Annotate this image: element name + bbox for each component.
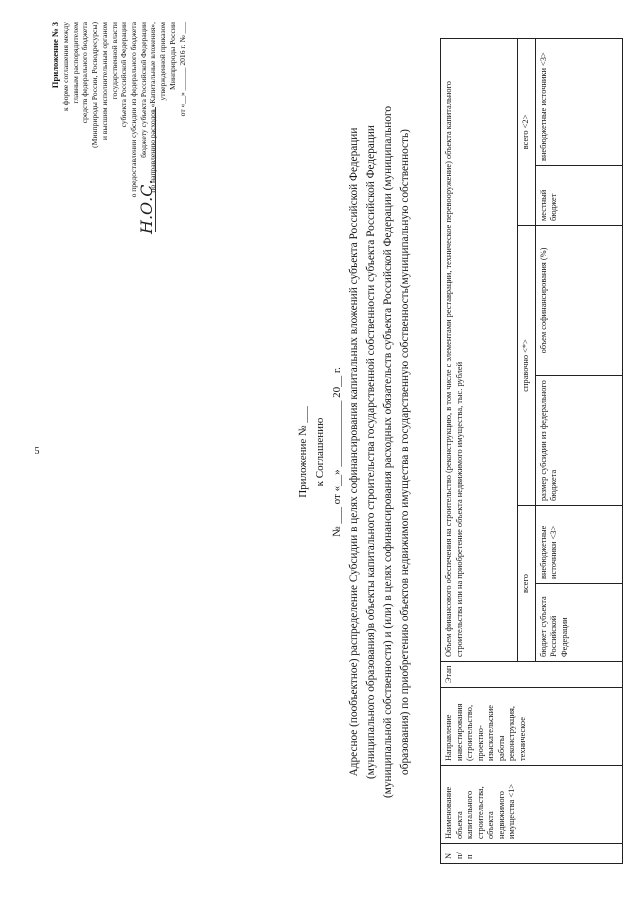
leaf-extrabudget: внебюджетные источники <3> [535, 506, 622, 584]
agreement-number-date: № ___ от «__» ____________ 20__ г. [331, 367, 344, 537]
agreement-annex-number: Приложение № ___ [297, 406, 309, 498]
rotated-page-content [20, 22, 620, 882]
annex-line: и высшим исполнительным органом [99, 22, 109, 141]
annex-line: государственной власти [109, 22, 119, 100]
handwritten-signature [137, 102, 159, 242]
leaf-budget-subject: бюджет субъекта Российской Федерации [535, 584, 622, 662]
title-line: (муниципального образования)в объекты капитального строительства государственной собственности субъекта Российской Федерации [364, 125, 377, 779]
leaf-local-budget: местный бюджет [535, 166, 622, 226]
annex-line: по направлению расходов «Капитальные вложения», [148, 22, 158, 193]
annex-line: о предоставлении субсидии из федерального бюджета [129, 22, 139, 198]
annex-line: к форме соглашения между [61, 22, 70, 111]
annex-date-line: от «__» ______ 2016 г. № ___ [177, 22, 187, 117]
col-header-volume: Объем финансового обеспечения на строительство (реконструкцию, в том числе с элементами реставрации, техническое перевооружение) объекта капитального строительства или на приобретение объекта недвижимого имущества, тыс. рублей [441, 38, 518, 661]
col-header-name: Наименование объекта капитального строительства, объекта недвижимого имущества <1> [441, 766, 623, 844]
annex-line: утвержденной приказом [158, 22, 168, 101]
annex-line: средств федерального бюджета [80, 22, 90, 124]
leaf-cofinancing-percent: объем софинансирования (%) [535, 226, 622, 376]
col-header-stage: Этап [441, 662, 623, 688]
col-header-num: N п/п [441, 844, 623, 864]
subheader-reference: справочно <*> [518, 226, 536, 506]
annex-line: бюджету субъекта Российской Федерации [138, 22, 148, 158]
signature-underline [155, 107, 156, 232]
subheader-total: всего [518, 506, 536, 662]
document-title [346, 42, 414, 862]
title-line: (муниципальной собственности) и (или) в целях софинансирования расходных обязательств субъекта Российской Федерации (муниципального [381, 105, 394, 799]
annex-line: Минприроды России [167, 22, 177, 90]
col-header-direction: Направление инвестирования (строительство, проектно-изыскательские работы реконструкция, техническое [441, 688, 623, 766]
agreement-reference [295, 252, 346, 652]
annex-header [50, 22, 187, 252]
signature-scrawl: Н.О.С. [137, 179, 156, 234]
annex-title: Приложение № 3 [50, 22, 60, 89]
leaf-federal-subsidy: размер субсидии из федерального бюджета [535, 376, 622, 506]
title-line: образования) по приобретению объектов недвижимого имущества в государственную собственность(муниципальную собственность) [398, 129, 411, 775]
subheader-reference-total: всего <2> [518, 38, 536, 225]
table-header-row-1 [441, 38, 518, 863]
annex-line: субъекта Российской Федерации [119, 22, 129, 128]
annex-line: (Минприроды России, Росводресурсы) [90, 22, 100, 148]
page-number: 5 [34, 446, 40, 457]
title-line: Адресное (пообъектное) распределение Субсидии в целях софинансирования капитальных вложений субъекта Российской Федерации [348, 127, 360, 777]
annex-line: главным распорядителем [70, 22, 80, 104]
leaf-extrabudget: внебюджетные источники <3> [535, 38, 622, 165]
agreement-to: к Соглашению [314, 417, 327, 487]
distribution-table [440, 38, 623, 864]
